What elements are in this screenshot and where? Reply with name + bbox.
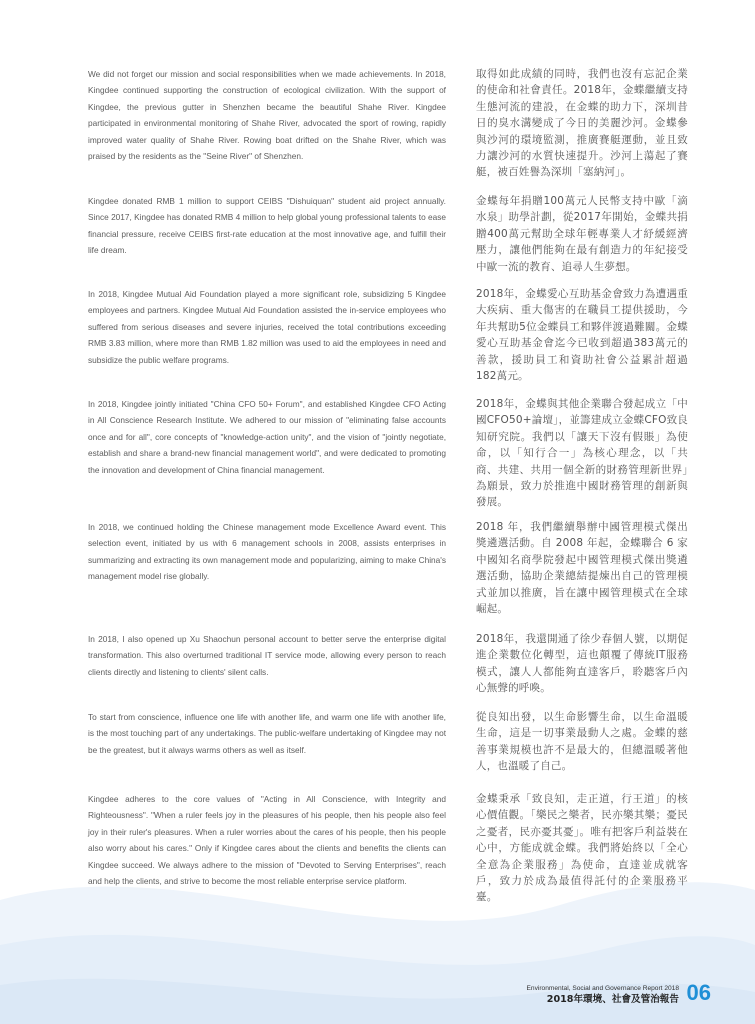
section-text-en: To start from conscience, influence one life with another life, and warm one life with another life, is the most touching part of any undertakings. The public-welfare undertaking of Kingdee may not be the greatest, but it always warms others as well as itself. <box>88 712 446 755</box>
section-text-zh: 金蝶每年捐贈100萬元人民幣支持中歐「滴水泉」助學計劃，從2017年開始，金蝶共捐贈400萬元幫助全球年輕專業人才紓緩經濟壓力，讓他們能夠在最有創造力的年紀接受中歐一流的教育、追尋人生夢想。 <box>476 195 688 273</box>
section-text-en: In 2018, I also opened up Xu Shaochun personal account to better serve the enterprise digital transformation. This also overturned traditional IT service mode, allowing every person to reach clients directly and listening to clients' silent calls. <box>88 634 446 677</box>
section-text-zh: 2018 年，我們繼續舉辦中國管理模式傑出獎遴選活動。自 2008 年起，金蝶聯合 6 家中國知名商學院發起中國管理模式傑出獎遴選活動，協助企業總結提煉出自己的管理模式並加以推廣，旨在讓中國管理模式在全球崛起。 <box>476 521 688 616</box>
section-text-zh: 2018年，我還開通了徐少春個人號，以期促進企業數位化轉型，這也顛覆了傳統IT服務模式，讓人人都能夠直達客戶，聆聽客戶內心無聲的呼喚。 <box>476 633 688 695</box>
footer-report-title <box>527 984 679 1006</box>
section-text-en: In 2018, we continued holding the Chinese management mode Excellence Award event. This selection event, initiated by us with 6 management schools in 2008, assists enterprises in summarizing and extracting its own management mode and popularizing, aiming to make China's management model rise globally. <box>88 522 446 582</box>
section-text-en: We did not forget our mission and social responsibilities when we made achievements. In 2018, Kingdee continued supporting the construction of ecological civilization. With the support of Kingdee, the previous gutter in Shenzhen became the beautiful Shahe River. Kingdee participated in environmental monitoring of Shahe River, advocated the sport of rowing, rapidly improved water quality of Shahe River. Rowing boat drifted on the Shahe River, which was praised by the residents as the "Seine River" of Shenzhen. <box>88 69 446 162</box>
section-text-en: Kingdee adheres to the core values of "Acting in All Conscience, with Integrity and Righteousness". "When a ruler feels joy in the pleasures of his people, then his people also feel joy in their ruler's pleasures. When a ruler worries about the cares of his people, then his people also worry about his cares." Only if Kingdee cares about the clients and benefits the clients can Kingdee succeed. We always adhere to the mission of "Devoted to Serving Enterprises", reach and help the clients, and strive to become the most reliable enterprise service platform. <box>88 794 446 887</box>
section-text-en: In 2018, Kingdee jointly initiated "China CFO 50+ Forum", and established Kingdee CFO Acting in All Conscience Research Institute. We adhered to our mission of "eliminating false accounts once and for all", core concepts of "knowledge-action unity", and the vision of "jointly negotiate, establish and share a brand-new financial management world", and were dedicated to promoting the innovation and development of China financial management. <box>88 399 446 475</box>
section-text-zh: 2018年，金蝶與其他企業聯合發起成立「中國CFO50+論壇」，並籌建成立金蝶CFO致良知研究院。我們以「讓天下沒有假賬」為使命，以「知行合一」為核心理念，以「共商、共建、共用一個全新的財務管理新世界」為願景，致力於推進中國財務管理的創新與發展。 <box>476 398 688 509</box>
section-text-en: In 2018, Kingdee Mutual Aid Foundation played a more significant role, subsidizing 5 Kingdee employees and partners. Kingdee Mutual Aid Foundation assisted the in-service employees who suffered from serious diseases and severe injuries, received the total contributions exceeding RMB 3.83 million, where more than RMB 1.82 million was used to aid the employees in need and subsidize the public welfare programs. <box>88 289 446 365</box>
section-text-zh: 從良知出發，以生命影響生命，以生命溫暖生命，這是一切事業最動人之處。金蝶的慈善事業規模也許不是最大的，但總溫暖著他人，也溫暖了自己。 <box>476 711 688 773</box>
page-number: 06 <box>686 980 711 1005</box>
section-text-en: Kingdee donated RMB 1 million to support CEIBS "Dishuiquan" student aid project annually. Since 2017, Kingdee has donated RMB 4 million to help global young professional talents to ease financial pressure, receive CEIBS first-rate education at the most innovative age, and fulfill their life dream. <box>88 196 446 256</box>
footer-report-en: Environmental, Social and Governance Report 2018 <box>526 985 679 992</box>
footer-report-zh: 2018年環境、社會及管治報告 <box>546 994 679 1005</box>
section-text-zh: 金蝶秉承「致良知，走正道，行王道」的核心價值觀。「樂民之樂者，民亦樂其樂；憂民之憂者，民亦憂其憂」。唯有把客戶利益裝在心中，方能成就金蝶。我們將始終以「全心全意為企業服務」為使命，直達並成就客戶，致力於成為最值得託付的企業服務平臺。 <box>476 793 688 904</box>
section-text-zh: 2018年，金蝶愛心互助基金會致力為遭遇重大疾病、重大傷害的在職員工提供援助，今年共幫助5位金蝶員工和夥伴渡過難關。金蝶愛心互助基金會迄今已收到超過383萬元的善款，援助員工和資助社會公益累計超過182萬元。 <box>476 288 688 383</box>
section-text-zh: 取得如此成績的同時，我們也沒有忘記企業的使命和社會責任。2018年，金蝶繼續支持生態河流的建設，在金蝶的助力下，深圳昔日的臭水溝變成了今日的美麗沙河。金蝶參與沙河的環境監測，推廣賽艇運動，並且致力讓沙河的水質快速提升。沙河上蕩起了賽艇，被百姓譽為深圳「塞納河」。 <box>476 68 688 179</box>
page-footer <box>451 980 711 1008</box>
